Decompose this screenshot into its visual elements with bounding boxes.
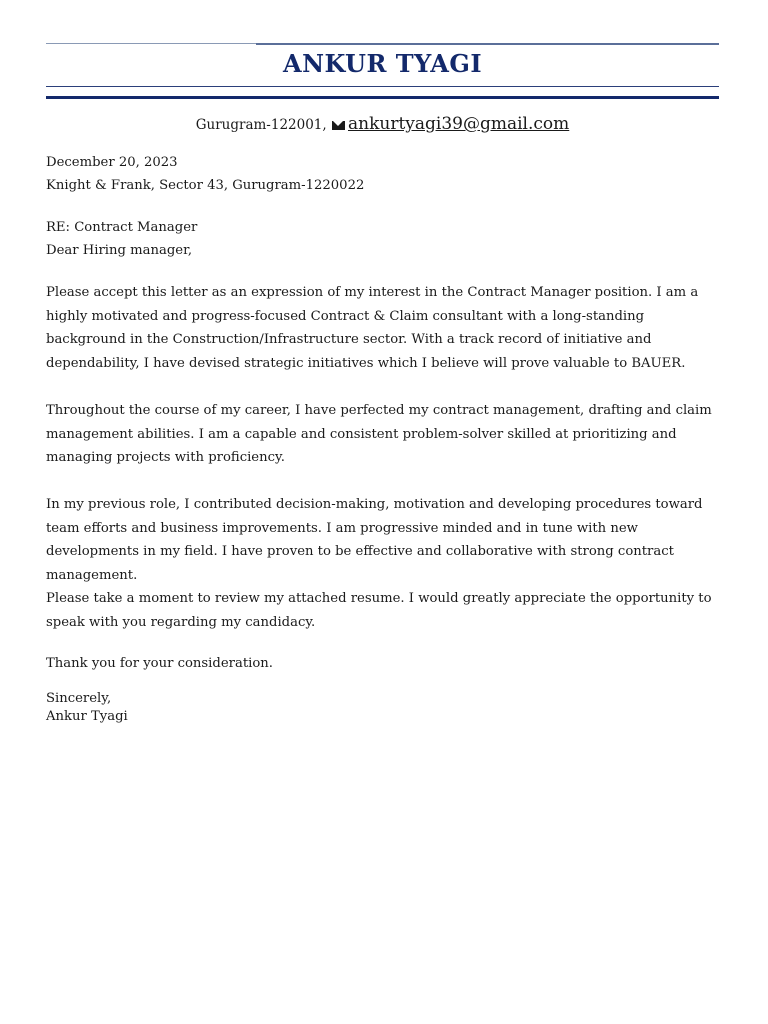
subject-line: RE: Contract Manager: [46, 220, 198, 235]
paragraph-text: Please take a moment to review my attached resume. I would greatly appreciate the opportunity to speak with you regarding my candidacy.: [46, 591, 712, 630]
paragraph-text: Thank you for your consideration.: [46, 656, 273, 671]
date-and-address-block: [46, 151, 726, 197]
envelope-icon: [332, 121, 345, 130]
header-bottom-rule: [46, 96, 719, 99]
paragraph-text: Throughout the course of my career, I have perfected my contract management, drafting and claim management abilities. I am a capable and consistent problem-solver skilled at prioritizing and managing projects with proficiency.: [46, 403, 712, 466]
header-mid-rule: [46, 86, 719, 87]
body-paragraph: [46, 587, 726, 634]
paragraph-text: In my previous role, I contributed decision-making, motivation and developing procedures toward team efforts and business improvements. I am progressive minded and in tune with new developments in my field. I have proven to be effective and collaborative with strong contract management.: [46, 497, 703, 583]
paragraph-text: Please accept this letter as an expression of my interest in the Contract Manager position. I am a highly motivated and progress-focused Contract & Claim consultant with a long-standing background in the Construction/Infrastructure sector. With a track record of initiative and dependability, I have devised strategic initiatives which I believe will prove valuable to BAUER.: [46, 285, 699, 371]
signature-name: Ankur Tyagi: [46, 709, 128, 724]
applicant-name: ANKUR TYAGI: [282, 49, 483, 78]
contact-line: [46, 112, 719, 137]
body-paragraph: [46, 281, 726, 375]
subject-and-salutation-block: [46, 216, 726, 262]
closing: Sincerely,: [46, 691, 112, 706]
location-text: Gurugram-122001,: [195, 117, 327, 133]
recipient-address: Knight & Frank, Sector 43, Gurugram-1220022: [46, 178, 365, 193]
header-top-rule-accent: [256, 43, 719, 45]
salutation: Dear Hiring manager,: [46, 243, 193, 258]
body-paragraph: [46, 493, 726, 587]
closing-block: [46, 690, 726, 726]
body-paragraph: [46, 652, 726, 676]
body-paragraph: [46, 399, 726, 470]
email-link[interactable]: ankurtyagi39@gmail.com: [347, 114, 570, 134]
letter-date: December 20, 2023: [46, 155, 178, 170]
